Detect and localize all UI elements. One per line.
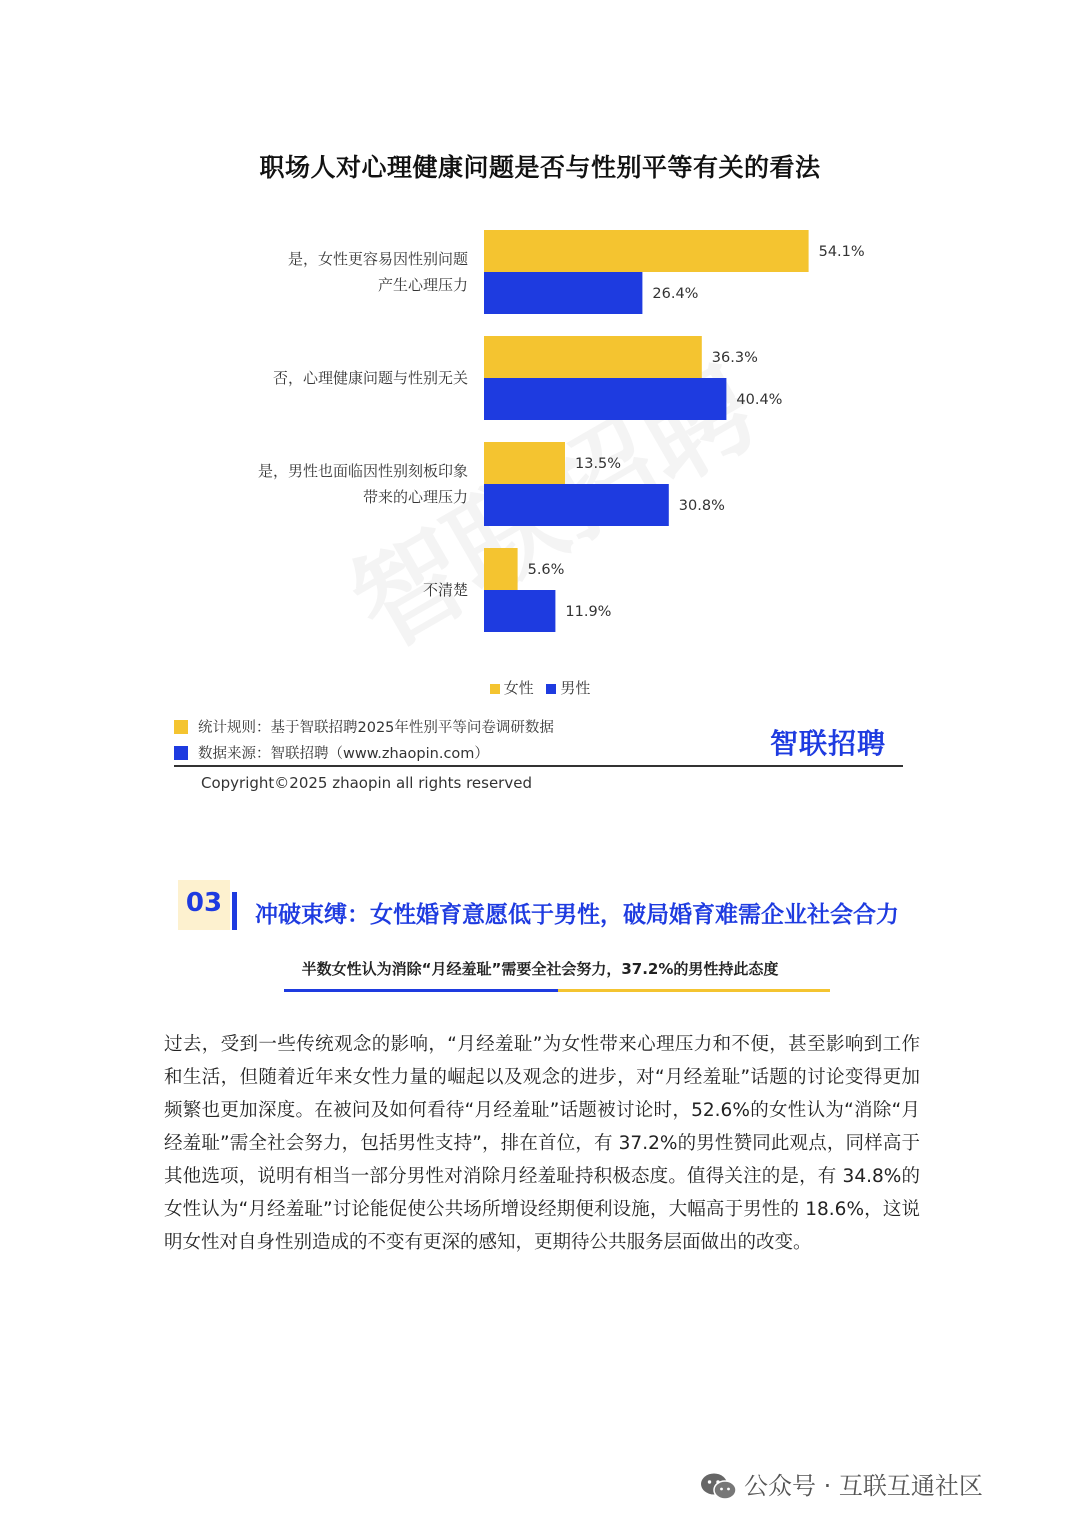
value-label: 30.8% — [678, 498, 725, 514]
legend-swatch-female — [490, 684, 500, 694]
section-subtitle: 半数女性认为消除“月经羞耻”需要全社会努力，37.2%的男性持此态度 — [301, 960, 779, 978]
section-title: 冲破束缚：女性婚育意愿低于男性，破局婚育难需企业社会合力 — [255, 902, 899, 928]
category-label: 否，心理健康问题与性别无关 — [272, 369, 468, 387]
bar-female — [484, 230, 809, 272]
chart-title: 职场人对心理健康问题是否与性别平等有关的看法 — [259, 153, 821, 182]
legend-item-male — [546, 677, 590, 698]
bar-male — [484, 378, 726, 420]
stat-rule-note — [174, 716, 554, 737]
category-label: 是，女性更容易因性别问题 — [287, 250, 468, 268]
bar-female — [484, 336, 702, 378]
data-source-note — [174, 742, 489, 763]
bar-male — [484, 272, 642, 314]
value-label: 11.9% — [565, 604, 612, 620]
data-source-text: 数据来源：智联招聘（www.zhaopin.com） — [198, 746, 489, 762]
bar-male — [484, 590, 555, 632]
legend-label-male: 男性 — [560, 679, 591, 697]
bar-female — [484, 548, 518, 590]
legend-swatch-male — [546, 684, 556, 694]
category-label: 是，男性也面临因性别刻板印象 — [257, 462, 468, 480]
note-swatch-yellow — [174, 720, 188, 734]
subtitle-underline-blue — [284, 989, 558, 992]
value-label: 13.5% — [575, 456, 622, 472]
copyright-text: Copyright©2025 zhaopin all rights reserved — [201, 774, 532, 792]
category-label: 产生心理压力 — [377, 276, 468, 294]
chart-legend — [0, 677, 1080, 698]
value-label: 54.1% — [818, 244, 865, 260]
note-swatch-blue — [174, 746, 188, 760]
bar-male — [484, 484, 669, 526]
subtitle-underline-yellow — [558, 989, 830, 992]
legend-item-female — [490, 677, 534, 698]
chart-divider — [174, 765, 903, 767]
category-label: 不清楚 — [422, 581, 468, 599]
bar-female — [484, 442, 565, 484]
value-label: 40.4% — [736, 392, 783, 408]
category-label: 带来的心理压力 — [362, 488, 468, 506]
body-paragraph: 过去，受到一些传统观念的影响，“月经羞耻”为女性带来心理压力和不便，甚至影响到工作和生活，但随着近年来女性力量的崛起以及观念的进步，对“月经羞耻”话题的讨论变得更加频繁也更加深度。在被问及如何看待“月经羞耻”话题被讨论时，52.6%的女性认为“消除“月经羞耻”需全社会努力，包括男性支持”，排在首位，有 37.2%的男性赞同此观点，同样高于其他选项，说明有相当一部分男性对消除月经羞耻持积极态度。值得关注的是，有 34.8%的女性认为“月经羞耻”讨论能促使公共场所增设经期便利设施，大幅高于男性的 18.6%，这说明女性对自身性别造成的不变有更深的感知，更期待公共服务层面做出的改变。 — [164, 1034, 920, 1253]
value-label: 36.3% — [711, 350, 758, 366]
footer-watermark — [700, 1466, 983, 1502]
wechat-icon — [700, 1472, 738, 1502]
section-number: 03 — [185, 888, 223, 918]
stat-rule-text: 统计规则：基于智联招聘2025年性别平等问卷调研数据 — [198, 720, 554, 736]
legend-label-female: 女性 — [503, 679, 534, 697]
value-label: 5.6% — [527, 562, 565, 578]
bar-chart — [0, 210, 1080, 640]
zhaopin-logo: 智联招聘 — [770, 727, 887, 760]
value-label: 26.4% — [652, 286, 699, 302]
footer-watermark-text: 公众号 · 互联互通社区 — [744, 1472, 983, 1500]
section-accent-bar — [232, 892, 237, 930]
